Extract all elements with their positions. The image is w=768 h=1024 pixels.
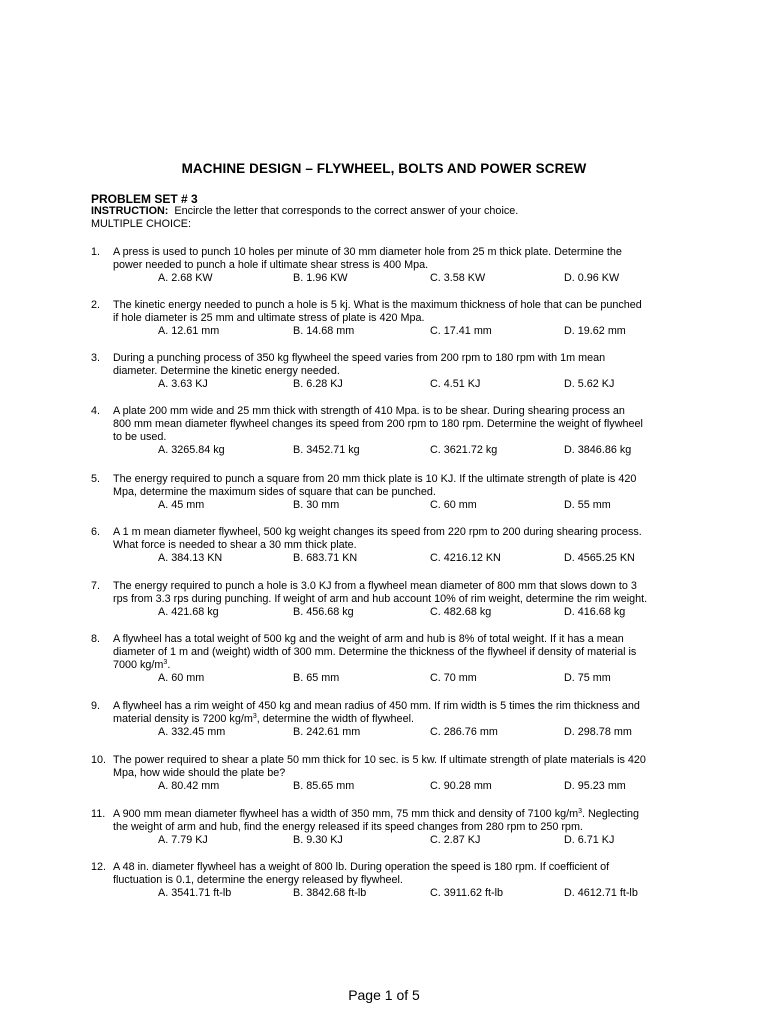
problem-3 (91, 352, 691, 391)
choice-d: D. 19.62 mm (564, 325, 626, 337)
problem-number: 12. (91, 861, 107, 873)
problem-2 (91, 299, 691, 338)
answer-choices (113, 499, 691, 512)
choice-c: C. 4.51 KJ (430, 378, 481, 390)
choice-b: B. 30 mm (293, 499, 340, 511)
choice-d: D. 6.71 KJ (564, 834, 615, 846)
choice-b: B. 1.96 KW (293, 272, 348, 284)
problem-line: 7000 $kg/m^3$. (113, 659, 171, 671)
problem-line: if hole diameter is 25 mm and ultimate stress of plate is 420 Mpa. (113, 312, 425, 324)
problem-text (113, 861, 691, 900)
choice-a: A. 2.68 KW (158, 272, 213, 284)
problem-11 (91, 808, 691, 847)
problem-line: power needed to punch a hole if ultimate shear stress is 400 Mpa. (113, 259, 429, 271)
problem-6 (91, 526, 691, 565)
answer-choices (113, 780, 691, 793)
answer-choices (113, 887, 691, 900)
problem-line: A plate 200 mm wide and 25 mm thick with strength of 410 Mpa. is to be shear. During shearing process an (113, 405, 625, 417)
problem-number: 10. (91, 754, 107, 766)
choice-d: D. 416.68 kg (564, 606, 626, 618)
problem-line: A flywheel has a rim weight of 450 kg and mean radius of 450 mm. If rim width is 5 times the rim thickness and (113, 700, 640, 712)
problem-number: 2. (91, 299, 101, 311)
problem-10 (91, 754, 691, 793)
choice-d: D. 4612.71 ft-lb (564, 887, 638, 899)
choice-a: A. 3.63 KJ (158, 378, 208, 390)
answer-choices (113, 272, 691, 285)
problem-line: rps from 3.3 rps during punching. If weight of arm and hub account 10% of rim weight, determine the rim weight. (113, 593, 648, 605)
problem-line: Mpa, determine the maximum sides of square that can be punched. (113, 486, 436, 498)
choice-d: D. 95.23 mm (564, 780, 626, 792)
answer-choices (113, 444, 691, 457)
problem-number: 5. (91, 473, 101, 485)
choice-b: B. 242.61 mm (293, 726, 361, 738)
answer-choices (113, 726, 691, 739)
choice-a: A. 332.45 mm (158, 726, 226, 738)
answer-choices (113, 606, 691, 619)
problem-4 (91, 405, 691, 457)
problem-8 (91, 633, 691, 685)
problem-line: 800 mm mean diameter flywheel changes its speed from 200 rpm to 180 rpm. Determine the weight of flywheel (113, 418, 643, 430)
problem-7 (91, 580, 691, 619)
problem-9 (91, 700, 691, 739)
problem-line: Mpa, how wide should the plate be? (113, 767, 286, 779)
choice-a: A. 80.42 mm (158, 780, 220, 792)
answer-choices (113, 834, 691, 847)
problem-line: to be used. (113, 431, 167, 443)
problem-text (113, 580, 691, 619)
choice-a: A. 7.79 KJ (158, 834, 208, 846)
problem-line: diameter of 1 m and (weight) width of 300 mm. Determine the thickness of the flywheel if density of material is (113, 646, 637, 658)
problem-line: During a punching process of 350 kg flywheel the speed varies from 200 rpm to 180 rpm with 1m mean (113, 352, 606, 364)
choice-c: C. 482.68 kg (430, 606, 492, 618)
problem-number: 7. (91, 580, 101, 592)
problem-line: The energy required to punch a hole is 3.0 KJ from a flywheel mean diameter of 800 mm that slows down to 3 (113, 580, 637, 592)
problem-12 (91, 861, 691, 900)
problem-number: 9. (91, 700, 101, 712)
problem-text (113, 352, 691, 391)
problem-line: material density is 7200 $kg/m^3$, determine the width of flywheel. (113, 713, 414, 725)
problem-line: A 48 in. diameter flywheel has a weight of 800 lb. During operation the speed is 180 rpm. If coefficient of (113, 861, 610, 873)
choice-d: D. 5.62 KJ (564, 378, 615, 390)
problem-number: 11. (91, 808, 106, 820)
problem-text (113, 754, 691, 793)
instruction-text: Encircle the letter that corresponds to the correct answer of your choice. (174, 205, 519, 217)
choice-a: A. 3265.84 kg (158, 444, 225, 456)
answer-choices (113, 552, 691, 565)
problem-line: A press is used to punch 10 holes per minute of 30 mm diameter hole from 25 m thick plate. Determine the (113, 246, 622, 258)
answer-choices (113, 672, 691, 685)
choice-d: D. 298.78 mm (564, 726, 632, 738)
problem-text (113, 808, 691, 847)
problem-line: fluctuation is 0.1, determine the energy released by flywheel. (113, 874, 403, 886)
choice-d: D. 75 mm (564, 672, 611, 684)
problem-text (113, 526, 691, 565)
problem-text (113, 246, 691, 285)
choice-d: D. 0.96 KW (564, 272, 620, 284)
problem-number: 6. (91, 526, 101, 538)
problem-number: 3. (91, 352, 101, 364)
choice-c: C. 90.28 mm (430, 780, 492, 792)
choice-b: B. 683.71 KN (293, 552, 358, 564)
instruction-label: INSTRUCTION: (91, 205, 169, 217)
choice-c: C. 3.58 KW (430, 272, 486, 284)
choice-b: B. 65 mm (293, 672, 340, 684)
choice-a: A. 421.68 kg (158, 606, 219, 618)
choice-c: C. 286.76 mm (430, 726, 498, 738)
choice-c: C. 3621.72 kg (430, 444, 498, 456)
choice-c: C. 60 mm (430, 499, 477, 511)
problem-line: A 1 m mean diameter flywheel, 500 kg weight changes its speed from 220 rpm to 200 during shearing process. (113, 526, 642, 538)
choice-d: D. 55 mm (564, 499, 611, 511)
problem-number: 1. (91, 246, 101, 258)
problem-number: 4. (91, 405, 101, 417)
problem-text (113, 633, 691, 685)
problem-line: the weight of arm and hub, find the energy released if its speed changes from 280 rpm to 250 rpm. (113, 821, 583, 833)
choice-a: A. 12.61 mm (158, 325, 220, 337)
problem-text (113, 700, 691, 739)
answer-choices (113, 378, 691, 391)
problem-text (113, 299, 691, 338)
problem-set-heading: PROBLEM SET # 3 (91, 192, 198, 206)
problem-text (113, 473, 691, 512)
problem-text (113, 405, 691, 457)
choice-a: A. 384.13 KN (158, 552, 223, 564)
problem-line: The kinetic energy needed to punch a hole is 5 kj. What is the maximum thickness of hole that can be punched (113, 299, 642, 311)
choice-b: B. 3842.68 ft-lb (293, 887, 367, 899)
choice-c: C. 17.41 mm (430, 325, 492, 337)
choice-c: C. 3911.62 ft-lb (430, 887, 504, 899)
problem-line: A 900 mm mean diameter flywheel has a width of 350 mm, 75 mm thick and density of 7100 $kg/m^3$. Neglecting (113, 808, 640, 820)
problem-line: A flywheel has a total weight of 500 kg and the weight of arm and hub is 8% of total weight. If it has a mean (113, 633, 624, 645)
problem-line: The power required to shear a plate 50 mm thick for 10 sec. is 5 kw. If ultimate strength of plate materials is 420 (113, 754, 646, 766)
choice-a: A. 60 mm (158, 672, 205, 684)
choice-c: C. 2.87 KJ (430, 834, 481, 846)
problem-1 (91, 246, 691, 285)
choice-b: B. 14.68 mm (293, 325, 355, 337)
choice-c: C. 70 mm (430, 672, 477, 684)
page-footer: Page 1 of 5 (348, 987, 420, 1003)
choice-d: D. 3846.86 kg (564, 444, 632, 456)
choice-b: B. 9.30 KJ (293, 834, 343, 846)
problem-5 (91, 473, 691, 512)
choice-a: A. 45 mm (158, 499, 205, 511)
choice-b: B. 6.28 KJ (293, 378, 343, 390)
answer-choices (113, 325, 691, 338)
choice-d: D. 4565.25 KN (564, 552, 635, 564)
problem-line: The energy required to punch a square from 20 mm thick plate is 10 KJ. If the ultimate strength of plate is 420 (113, 473, 637, 485)
choice-c: C. 4216.12 KN (430, 552, 501, 564)
choice-b: B. 456.68 kg (293, 606, 354, 618)
multiple-choice-label: MULTIPLE CHOICE: (91, 218, 191, 230)
problem-line: diameter. Determine the kinetic energy needed. (113, 365, 340, 377)
document-title: MACHINE DESIGN – FLYWHEEL, BOLTS AND POWER SCREW (181, 161, 587, 176)
problem-line: What force is needed to shear a 30 mm thick plate. (113, 539, 357, 551)
choice-b: B. 3452.71 kg (293, 444, 360, 456)
choice-a: A. 3541.71 ft-lb (158, 887, 232, 899)
problem-number: 8. (91, 633, 101, 645)
instruction (91, 205, 518, 217)
choice-b: B. 85.65 mm (293, 780, 355, 792)
